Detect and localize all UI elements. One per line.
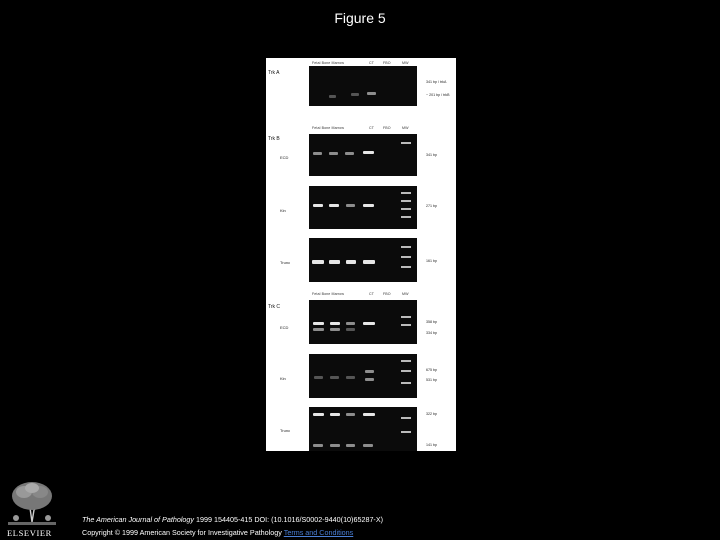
gel-band bbox=[363, 260, 375, 264]
gel-band bbox=[346, 204, 355, 207]
panel-a-header: Fetal Bone Marrow bbox=[312, 61, 345, 65]
gel-band bbox=[346, 444, 355, 447]
citation-details: 1999 154405-415 bbox=[194, 515, 253, 524]
ladder-band bbox=[401, 316, 411, 318]
bp-label: 675 bp bbox=[426, 368, 437, 372]
gel-trkc-kin bbox=[309, 354, 417, 398]
panel-c-mw: MW bbox=[402, 292, 409, 296]
bp-label: 341 bp bbox=[426, 153, 437, 157]
ladder-band bbox=[401, 216, 411, 218]
gel-band bbox=[330, 376, 339, 379]
elsevier-wordmark: ELSEVIER bbox=[7, 528, 52, 538]
panel-a-fbo: FBO bbox=[383, 61, 391, 65]
gel-trkc-trunc bbox=[309, 407, 417, 451]
gel-band bbox=[329, 152, 338, 155]
bp-label: 322 bp bbox=[426, 412, 437, 416]
panel-label-trk-a: Trk A bbox=[268, 70, 280, 76]
gel-trkb-kin bbox=[309, 186, 417, 229]
gel-band bbox=[363, 413, 375, 416]
gel-band bbox=[313, 444, 323, 447]
row-label-kin: Kin bbox=[280, 208, 286, 213]
ladder-band bbox=[401, 192, 411, 194]
row-label-trunc: Trunc bbox=[280, 260, 291, 265]
citation bbox=[82, 515, 383, 524]
gel-band bbox=[346, 328, 355, 331]
bp-label: 141 bp bbox=[426, 443, 437, 447]
ladder-band bbox=[401, 142, 411, 144]
gel-trkb-trunc bbox=[309, 238, 417, 282]
ladder-band bbox=[401, 256, 411, 258]
gel-band bbox=[346, 260, 356, 264]
gel-band bbox=[363, 204, 374, 207]
gel-band bbox=[346, 413, 355, 416]
journal-name: The American Journal of Pathology bbox=[82, 515, 194, 524]
ladder-band bbox=[401, 324, 411, 326]
bp-label: 358 bp bbox=[426, 320, 437, 324]
panel-a-mw: MW bbox=[402, 61, 409, 65]
citation-doi: DOI: (10.1016/S0002-9440(10)65287-X) bbox=[254, 515, 384, 524]
gel-band bbox=[363, 151, 374, 154]
figure-title: Figure 5 bbox=[334, 10, 386, 26]
row-label-trunc: Trunc bbox=[280, 428, 291, 433]
gel-band bbox=[312, 260, 324, 264]
ladder-band bbox=[401, 200, 411, 202]
gel-figure bbox=[266, 58, 456, 451]
gel-trkc-ecd bbox=[309, 300, 417, 344]
terms-and-conditions-link[interactable]: Terms and Conditions bbox=[283, 528, 354, 537]
gel-band bbox=[329, 204, 339, 207]
bp-label: 161 bp bbox=[426, 259, 437, 263]
gel-band bbox=[329, 260, 340, 264]
gel-band bbox=[330, 328, 340, 331]
gel-panel-a bbox=[309, 66, 417, 106]
gel-band bbox=[365, 370, 374, 373]
bp-label: ~ 201 bp / trkB bbox=[426, 93, 450, 97]
gel-trkb-ecd bbox=[309, 134, 417, 176]
ladder-band bbox=[401, 208, 411, 210]
bp-label: 334 bp bbox=[426, 331, 437, 335]
gel-band bbox=[330, 322, 340, 325]
gel-band bbox=[313, 152, 322, 155]
ladder-band bbox=[401, 370, 411, 372]
ladder-band bbox=[401, 382, 411, 384]
panel-label-trk-b: Trk B bbox=[268, 136, 280, 142]
panel-c-fbo: FBO bbox=[383, 292, 391, 296]
bp-label: 341 bp / trkA bbox=[426, 80, 447, 84]
panel-c-header: Fetal Bone Marrow bbox=[312, 292, 345, 296]
gel-band bbox=[346, 322, 355, 325]
panel-c-ct: CT bbox=[369, 292, 374, 296]
ladder-band bbox=[401, 360, 411, 362]
panel-b-mw: MW bbox=[402, 126, 409, 130]
gel-band bbox=[313, 328, 324, 331]
ladder-band bbox=[401, 417, 411, 419]
bp-label: 271 bp bbox=[426, 204, 437, 208]
copyright-text: Copyright © 1999 American Society for Investigative Pathology bbox=[82, 528, 282, 537]
gel-band bbox=[313, 322, 324, 325]
gel-band bbox=[367, 92, 376, 95]
gel-band bbox=[363, 322, 375, 325]
gel-band bbox=[314, 376, 323, 379]
bp-label: 531 bp bbox=[426, 378, 437, 382]
gel-band bbox=[313, 413, 324, 416]
panel-a-ct: CT bbox=[369, 61, 374, 65]
ladder-band bbox=[401, 431, 411, 433]
ladder-band bbox=[401, 246, 411, 248]
ladder-band bbox=[401, 266, 411, 268]
gel-band bbox=[363, 444, 373, 447]
row-label-kin: Kin bbox=[280, 376, 286, 381]
row-label-ecd: ECD bbox=[280, 155, 289, 160]
row-label-ecd: ECD bbox=[280, 325, 289, 330]
gel-band bbox=[330, 413, 340, 416]
panel-b-header: Fetal Bone Marrow bbox=[312, 126, 345, 130]
gel-band bbox=[329, 95, 336, 98]
gel-band bbox=[351, 93, 359, 96]
panel-label-trk-c: Trk C bbox=[268, 304, 281, 310]
gel-band bbox=[365, 378, 374, 381]
gel-band bbox=[345, 152, 354, 155]
panel-b-fbo: FBO bbox=[383, 126, 391, 130]
gel-band bbox=[346, 376, 355, 379]
gel-band bbox=[330, 444, 340, 447]
panel-b-ct: CT bbox=[369, 126, 374, 130]
copyright-line bbox=[82, 528, 353, 537]
gel-band bbox=[313, 204, 323, 207]
